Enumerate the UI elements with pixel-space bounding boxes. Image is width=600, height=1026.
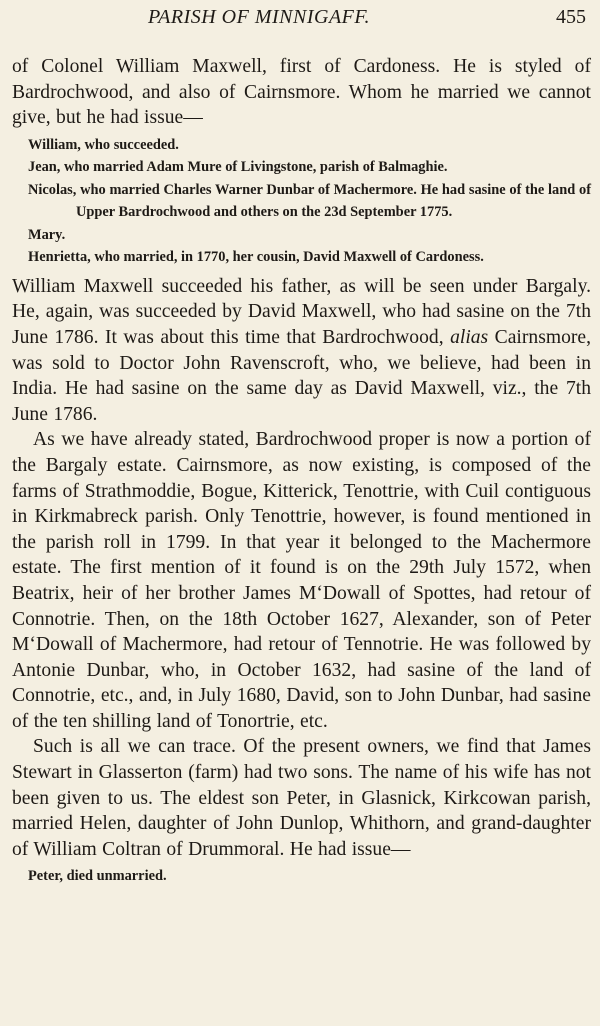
list-item: William, who succeeded.: [28, 136, 179, 153]
body-text: [12, 54, 591, 888]
list-item: Nicolas, who married Charles Warner Dunbar of Machermore. He had sasine of the land of Upper Bardrochwood and others on the 23d September 1775.: [28, 181, 591, 221]
list-item: Henrietta, who married, in 1770, her cousin, David Maxwell of Cardoness.: [28, 249, 484, 266]
list-item: Jean, who married Adam Mure of Livingstone, parish of Balmaghie.: [28, 159, 448, 176]
paragraph: of Colonel William Maxwell, first of Cardoness. He is styled of Bardrochwood, and also of Cairnsmore. Whom he married we cannot give, but he had issue—: [12, 56, 591, 129]
running-title: PARISH OF MINNIGAFF.: [148, 6, 371, 28]
paragraph: [12, 274, 591, 428]
paragraph-text: William Maxwell succeeded his father, as will be seen under Bargaly. He, again, was succeeded by David Maxwell, who had sasine on the 7th June 1786. It was about this time that Bardrochwood,: [12, 275, 591, 348]
italic-term: alias: [450, 326, 489, 348]
page-number: 455: [556, 6, 586, 28]
list-item: Peter, died unmarried.: [28, 868, 167, 885]
paragraph: Such is all we can trace. Of the present owners, we find that James Stewart in Glasserton (farm) had two sons. The name of his wife has not been given to us. The eldest son Peter, in Glasnick, Kirkcowan parish, married Helen, daughter of John Dunlop, Whithorn, and grand-daughter of William Coltran of Drummoral. He had issue—: [12, 736, 591, 860]
list-item: Mary.: [28, 226, 66, 243]
page-header: [0, 4, 600, 34]
paragraph: As we have already stated, Bardrochwood proper is now a portion of the Bargaly estate. Cairnsmore, as now existing, is composed of the farms of Strathmoddie, Bogue, Kitterick, Tenottrie, with Cuil contiguous in Kirkmabreck parish. Only Tenottrie, however, is found mentioned in the parish roll in 1799. In that year it belonged to the Machermore estate. The first mention of it found is on the 29th July 1572, when Beatrix, heir of her brother James M‘Dowall of Spottes, had retour of Connotrie. Then, on the 18th October 1627, Alexander, son of Peter M‘Dowall of Machermore, had retour of Tennotrie. He was followed by Antonie Dunbar, who, in October 1632, had sasine of the land of Connotrie, etc., and, in July 1680, David, son to John Dunbar, had sasine of the ten shilling land of Tonortrie, etc.: [12, 429, 591, 732]
issue-list: [12, 134, 591, 269]
paragraph-text: Cairnsmore, was sold to Doctor John Ravenscroft, who, we believe, had been in India. He had sasine on the same day as David Maxwell, viz., the 7th June 1786.: [12, 326, 591, 425]
issue-list: [12, 865, 591, 888]
